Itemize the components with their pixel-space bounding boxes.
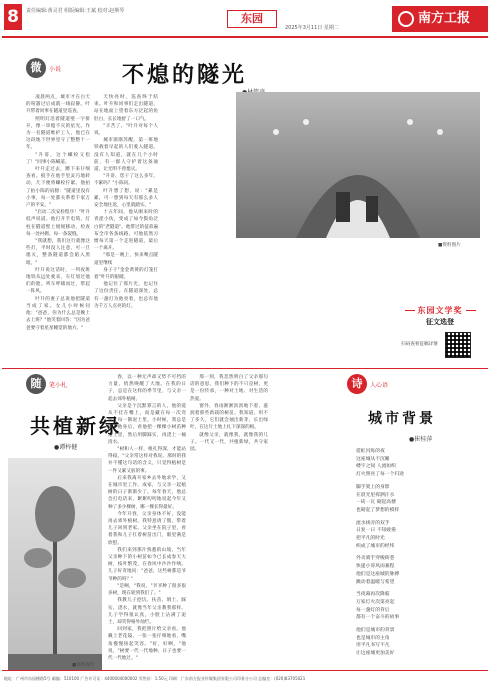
text-column (190, 374, 268, 668)
poem-line: 这座城从不沉睡 (356, 456, 390, 462)
paragraph: "我就想，我们这行就像这些灯，平时没人注意，可一旦熄灭，整条隧道都会陷入黑暗。" (26, 239, 90, 266)
logo-emblem-icon (398, 11, 414, 27)
text-column (272, 374, 344, 668)
poem-stanza (356, 484, 482, 515)
column-badge: 诗 (347, 374, 367, 394)
sapling-illustration-icon (8, 458, 102, 670)
header-rule (2, 36, 488, 38)
text-column (236, 250, 312, 360)
section-title: 东园 (227, 10, 277, 28)
poem-body (356, 448, 482, 670)
article-photo (8, 458, 102, 670)
footer-rule (2, 670, 488, 671)
contest-title: 东园文学奖 (417, 305, 463, 315)
poem-line: 织成了城市的经纬 (356, 543, 395, 549)
poem-line: 流水线旁的双手 (356, 520, 390, 526)
poem-line: 也砌起了梦想的模样 (356, 507, 400, 513)
poem-stanza (356, 627, 482, 658)
paragraph: 后来我离开家乡去外地求学，又在城市里工作、成家，与父亲一起植树的日子渐渐少了。每年春天，他总会打电话来，絮絮叨叨地说起今年又种了多少棵树，哪一棵长得最好。 (108, 475, 186, 510)
column-badge: 微 (26, 58, 46, 78)
poem-line: 外卖骑手穿梭街巷 (356, 556, 395, 562)
text-column (26, 94, 90, 360)
contest-sidebar (401, 304, 479, 364)
paragraph: 那一刻，我忽然明白了父亲那句话的意思。我们种下的不只是树，更是一份传承，一种对土地、对生活的热爱。 (190, 375, 268, 402)
tunnel-illustration-icon (236, 92, 480, 238)
poem-line: 都有一个奋斗的故事 (356, 615, 400, 621)
page-header (0, 0, 490, 36)
poem-stanza (356, 520, 482, 551)
paragraph: 他记住了那片光，也记住了这份责任。在隧道深处，总有一盏灯为他亮着，也总有他为千万人点亮的灯。 (94, 282, 158, 309)
poem-line: 他们是城市的背景 (356, 628, 395, 634)
paragraph: 天快亮时，巡查终于结束。叶升和同事们走出隧道，站在地面上望着东方泛起的鱼肚白，长长地舒了一口气。 (94, 95, 158, 122)
poem-line: 快递小哥风雨兼程 (356, 564, 395, 570)
section-divider (2, 368, 488, 369)
paragraph: 我们来到那片熟悉的山坡，当年父亲种下的小树苗如今已长成参天大树，枝叶繁茂，在春风中沙沙作响。儿子好奇地问："爸爸，这些树都是爷爷种的吗？" (108, 547, 186, 582)
poem-line: 跳动着温暖与希望 (356, 579, 395, 585)
footer-imprint: 地址：广州市东园横路5号 邮编：510100 广告许可证：4400004000002 零售价：1.50元 印刷：广东南方报业传媒集团有限公司印务分公司 总编室：(020)83705021 (4, 676, 306, 681)
paragraph: 回到家，我把照片给父亲看。他戴上老花镜，一张一张仔细地看，嘴角慢慢扬起笑容。"好，好啊，"他说，"树要一代一代地种，日子也要一代一代地过。" (108, 627, 186, 661)
paragraph: 春，以一种无声却又势不可挡的力量，悄然唤醒了大地。在我的日子，总是在这样的季节里，与父亲一起去郊外植树。 (108, 375, 186, 402)
poem-author: ●崔桂萍 (409, 436, 433, 443)
article-author: ●谭梓健 (54, 444, 78, 451)
contest-head (401, 304, 479, 316)
poem-line: 脚手架上的身影 (356, 484, 390, 490)
newspaper-logo (392, 6, 488, 32)
poem-line: 也是城市的主角 (356, 635, 390, 641)
paragraph: 父亲是个沉默寡言的人，他的爱从不挂在嘴上，而是藏在每一次弯腰、每一锹泥土里。小时候，我总是跟在他身后，看他把一棵棵小树苗种进土里，然后用脚踩实，再浇上一桶清水。 (108, 403, 186, 445)
paragraph: 叶升想了想，说："累是累，可一想到每天有那么多人安全地往返，心里就踏实。" (94, 188, 158, 209)
contest-note: 扫码查看征稿详情 (401, 341, 438, 347)
logo-text: 南方工报 (418, 11, 471, 26)
poem-line: 霓虹闪烁的夜 (356, 449, 385, 454)
paragraph: 十五年间，他从刚来时的青涩小伙，变成了如今鬓角泛白的"老隧道"。他带过的徒弟遍布全市各条线路，可他依然习惯每天第一个走进隧道，最后一个离开。 (94, 210, 158, 252)
paragraph: "启动二次安检程序！"叶升低声说道。他打开手电筒，灯柱在隧道壁上缓缓移动，检查每一处衬砌、每一条裂缝。 (26, 210, 90, 237)
column-badge: 随 (26, 374, 46, 394)
poem-stanza (356, 448, 482, 479)
poem-line: 万家灯火次第亮起 (356, 599, 395, 605)
text-column (94, 94, 158, 360)
page-number: 8 (4, 4, 22, 30)
right-column-head (347, 374, 388, 394)
paragraph: 就像父亲，就像我，就像我的儿子。一代又一代，共植新绿，共守家园。 (190, 432, 268, 453)
poem-line: 他们是这座城的脉搏 (356, 571, 400, 577)
paragraph: "升哥，这个螺栓又松了！"同事小陈喊道。 (26, 152, 90, 165)
poem-line: 楼宇之间 人流如织 (356, 464, 396, 470)
paragraph: 窗外，春雨淅淅沥沥地下着，滋润着那些新栽的树苗。我知道，用不了多久，它们就会抽出新芽，长出绿叶，在这片土地上扎下深深的根。 (190, 403, 268, 431)
poem-line: 每一盏灯的背后 (356, 607, 390, 613)
photo-caption: ■资料图片 (72, 663, 95, 668)
issue-date: 2025年3月11日 星期二 (285, 25, 339, 31)
text-column (316, 250, 396, 298)
poem-line: 一砖一瓦 砌起高楼 (356, 500, 396, 506)
paragraph: 身子干"金金黄黄的灯笼打着"叶升的眼睛。 (94, 267, 158, 281)
poem-line: 把平凡的时光 (356, 536, 385, 542)
paragraph: 照明灯沿着隧道壁一字排开，像一串熄不灭的星光。作为一名隧道维护工人，他已在这段地下世界里守了整整十一年。 (26, 116, 90, 151)
column-label: 笔小札 (49, 381, 68, 389)
poem-stanza (356, 591, 482, 622)
top-column-head (26, 58, 61, 78)
paragraph: 叶升说这话时，一列夜班地铁从远处驶来，车灯划过他们的脸。列车呼啸而过，带起一阵风。 (26, 267, 90, 295)
paragraph: "辛苦了。"叶升对每个人说。 (94, 123, 158, 137)
paragraph: 叶升的妻子总说他把隧道当成了家。女儿小时候问他："爸爸，你为什么总是晚上去上班？"他笑着回答："因为爸爸要守着星星睡觉的地方。" (26, 296, 90, 331)
poem-line: 当夜幕再次降临 (356, 592, 390, 598)
photo-caption: ■资料图片 (438, 243, 461, 248)
text-column (162, 94, 228, 360)
poem-title: 城市背景 (368, 411, 436, 427)
text-column (108, 374, 186, 668)
article-title: 不熄的隧光 (122, 62, 248, 88)
poem-line: 让这座城更加美好 (356, 651, 395, 657)
paragraph: "树和人一样，根扎得深，才能站得稳。"父亲常这样对我说。那时的我并不懂这句话的含义，只觉得植树是一件又累又脏的事。 (108, 447, 186, 474)
article-photo (236, 92, 480, 238)
contest-subtitle: 征文选登 (426, 318, 454, 326)
paragraph: "那是一晚上，快来噢点隧道里继续 (94, 253, 158, 266)
paragraph: "升哥，您干了这么多年，不累吗？"小陈问。 (94, 174, 158, 187)
poem-line: 灯火照亮了每一个归途 (356, 472, 404, 478)
paragraph: "是啊，"我说，"爷爷种了很多很多树，现在轮到我们了。" (108, 583, 186, 597)
paragraph: 凌晨两点，城市才在白天的喧嚣过后成就一线寂静。叶升带着同事在隧道里巡查， (26, 95, 90, 115)
left-column-head (26, 374, 67, 394)
paragraph: 我教儿子挖坑、扶苗、填土、踩实、浇水，就像当年父亲教我那样。儿子学得很认真，小脸上沾满了泥土，却笑得格外灿烂。 (108, 598, 186, 625)
paragraph: 今年开春，父亲身体不好，没能再去郊外植树。我特意请了假，带着儿子回到老家。父亲坐在院子里，看着我和儿子扛着树苗出门，眼里满是欣慰。 (108, 511, 186, 546)
poem-line: 用平凡书写不凡 (356, 643, 390, 649)
paragraph: 叶升走过去，蹲下来仔细查看。扳手在他手里灵巧地转动，几下便将螺栓拧紧。他拍了拍小陈的肩膀："隧道里没有小事，每一处都关系着千家万户的平安。" (26, 167, 90, 209)
article-title: 共植新绿 (30, 414, 122, 438)
editor-credits: 责任编辑:黄灵君 组版编辑:王斌 校对:赵斯琴 (26, 8, 125, 14)
poem-stanza (356, 555, 482, 586)
qr-code-icon[interactable] (445, 332, 471, 358)
column-label: 小说 (49, 65, 62, 73)
column-label: 人心语 (370, 381, 389, 389)
paragraph: 城市渐渐苏醒，第一班地铁载着早起的人们驶入隧道。没有人知道，就在几个小时前，有一群人守护着这条通道，让光明不曾熄灭。 (94, 138, 158, 173)
poem-line: 日复一日 不知疲倦 (356, 528, 396, 534)
poem-line: 在晨光里挥洒汗水 (356, 492, 395, 498)
